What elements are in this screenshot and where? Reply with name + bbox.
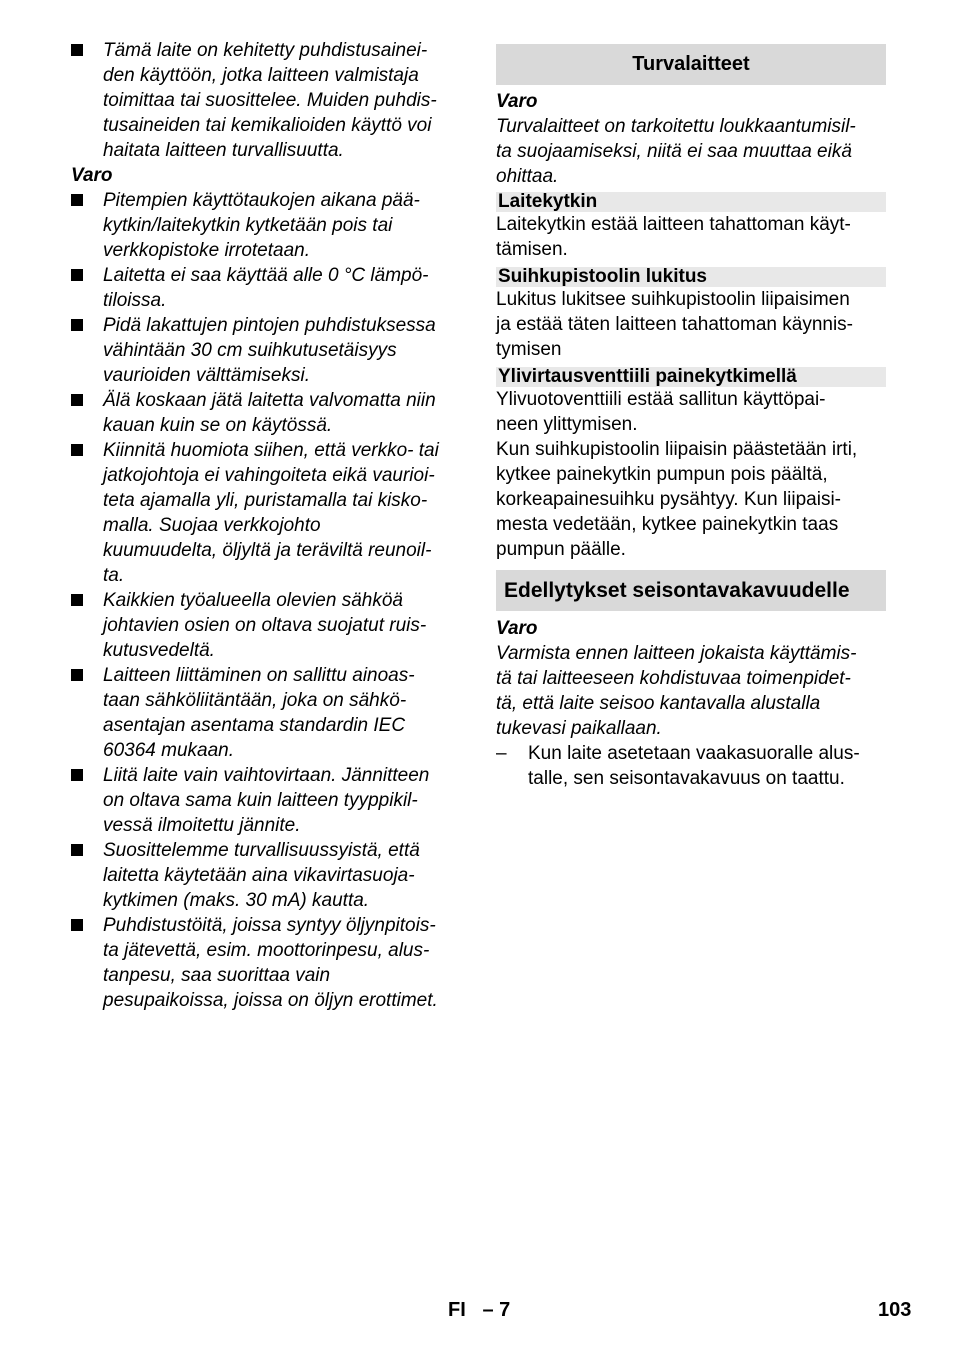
subsection-text-laitekytkin: Laitekytkin estää laitteen tahattoman käyt- tämisen. bbox=[496, 214, 851, 260]
section-title-seisontavakavuus: Edellytykset seisontavakavuudelle bbox=[496, 570, 886, 611]
square-bullet-icon bbox=[71, 444, 83, 456]
subsection-text-lukitus: Lukitus lukitsee suihkupistoolin liipaisimen ja estää täten laitteen tahattoman käynnis- tymisen bbox=[496, 289, 854, 360]
warning-text: Varmista ennen laitteen jokaista käyttämis- tä tai laitteeseen kohdistuvaa toimenpidet- tä, että laite seisoo kantavalla alustalla tukevasi paikallaan. bbox=[496, 643, 857, 739]
dash-marker: – bbox=[496, 743, 507, 764]
square-bullet-icon bbox=[71, 194, 83, 206]
dash-list-item bbox=[496, 741, 886, 791]
bullet-item bbox=[71, 388, 461, 438]
bullet-text: Tämä laite on kehitetty puhdistusainei- den käyttöön, jotka laitteen valmistaja toimittaa tai suosittelee. Muiden puhdis- tusaineiden tai kemikalioiden käyttö voi haitata laitteen turvallisuutta. bbox=[103, 40, 437, 161]
right-column bbox=[496, 44, 886, 791]
left-column bbox=[71, 38, 461, 1013]
bullet-text: Suosittelemme turvallisuussyistä, että laitetta käytetään aina vikavirtasuoja- kytkimen (maks. 30 mA) kautta. bbox=[103, 840, 420, 911]
square-bullet-icon bbox=[71, 44, 83, 56]
bullet-text: Pitempien käyttötaukojen aikana pää- kytkin/laitekytkin kytketään pois tai verkkopistoke irrotetaan. bbox=[103, 190, 420, 261]
warning-label: Varo bbox=[71, 165, 113, 186]
square-bullet-icon bbox=[71, 394, 83, 406]
bullet-text: Laitteen liittäminen on sallittu ainoas- taan sähköliitäntään, joka on sähkö- asentajan asentama standardin IEC 60364 mukaan. bbox=[103, 665, 415, 761]
bullet-text: Kaikkien työalueella olevien sähköä johtavien osien on oltava suojatut ruis- kutusvedeltä. bbox=[103, 590, 427, 661]
warning-text: Turvalaitteet on tarkoitettu loukkaantumisil- ta suojaamiseksi, niitä ei saa muuttaa eikä ohittaa. bbox=[496, 116, 856, 187]
square-bullet-icon bbox=[71, 594, 83, 606]
subsection-text-ylivirtausventtiili: Ylivuotoventtiili estää sallitun käyttöpai- neen ylittymisen. Kun suihkupistoolin liipaisin päästetään irti, kytkee painekytkin pumpun pois päältä, korkeapainesuihku pysähtyy. Kun liipaisi- mesta vedetään, kytkee painekytkin taas pumpun päälle. bbox=[496, 389, 858, 560]
bullet-text: Kiinnitä huomiota siihen, että verkko- tai jatkojohtoja ei vahingoiteta eikä vaurioi- teta ajamalla yli, puristamalla tai kisko- malla. Suojaa verkkojohto kuumuudelta, öljyltä ja teräviltä reunoil- ta. bbox=[103, 440, 439, 586]
subsection-title-lukitus: Suihkupistoolin lukitus bbox=[496, 267, 886, 287]
bullet-text: Älä koskaan jätä laitetta valvomatta niin kauan kuin se on käytössä. bbox=[103, 390, 436, 436]
square-bullet-icon bbox=[71, 844, 83, 856]
bullet-item bbox=[71, 313, 461, 388]
bullet-item bbox=[71, 188, 461, 263]
bullet-text: Laitetta ei saa käyttää alle 0 °C lämpö- tiloissa. bbox=[103, 265, 429, 311]
section-title-turvalaitteet: Turvalaitteet bbox=[496, 44, 886, 85]
page-number: 103 bbox=[878, 1299, 912, 1321]
bullet-text: Puhdistustöitä, joissa syntyy öljynpitois- ta jätevettä, esim. moottorinpesu, alus- tanpesu, saa suorittaa vain pesupaikoissa, joissa on öljyn erottimet. bbox=[103, 915, 438, 1011]
warning-label: Varo bbox=[496, 618, 538, 639]
square-bullet-icon bbox=[71, 919, 83, 931]
bullet-text: Liitä laite vain vaihtovirtaan. Jännitteen on oltava sama kuin laitteen tyyppikil- vessä ilmoitettu jännite. bbox=[103, 765, 430, 836]
dash-item-text: Kun laite asetetaan vaakasuoralle alus- talle, sen seisontavakavuus on taattu. bbox=[528, 743, 860, 789]
bullet-item bbox=[71, 838, 461, 913]
bullet-text: Pidä lakattujen pintojen puhdistuksessa vähintään 30 cm suihkutusetäisyys vaurioiden välttämiseksi. bbox=[103, 315, 436, 386]
bullet-item bbox=[71, 763, 461, 838]
square-bullet-icon bbox=[71, 669, 83, 681]
square-bullet-icon bbox=[71, 319, 83, 331]
footer-language-page: FI – 7 bbox=[448, 1299, 511, 1321]
bullet-item bbox=[71, 913, 461, 1013]
bullet-item bbox=[71, 263, 461, 313]
subsection-title-laitekytkin: Laitekytkin bbox=[496, 192, 886, 212]
bullet-item bbox=[71, 38, 461, 163]
warning-label: Varo bbox=[496, 91, 538, 112]
square-bullet-icon bbox=[71, 269, 83, 281]
square-bullet-icon bbox=[71, 769, 83, 781]
subsection-title-ylivirtausventtiili: Ylivirtausventtiili painekytkimellä bbox=[496, 367, 886, 387]
bullet-item bbox=[71, 438, 461, 588]
bullet-item bbox=[71, 588, 461, 663]
safety-list bbox=[71, 38, 461, 1013]
bullet-item bbox=[71, 663, 461, 763]
